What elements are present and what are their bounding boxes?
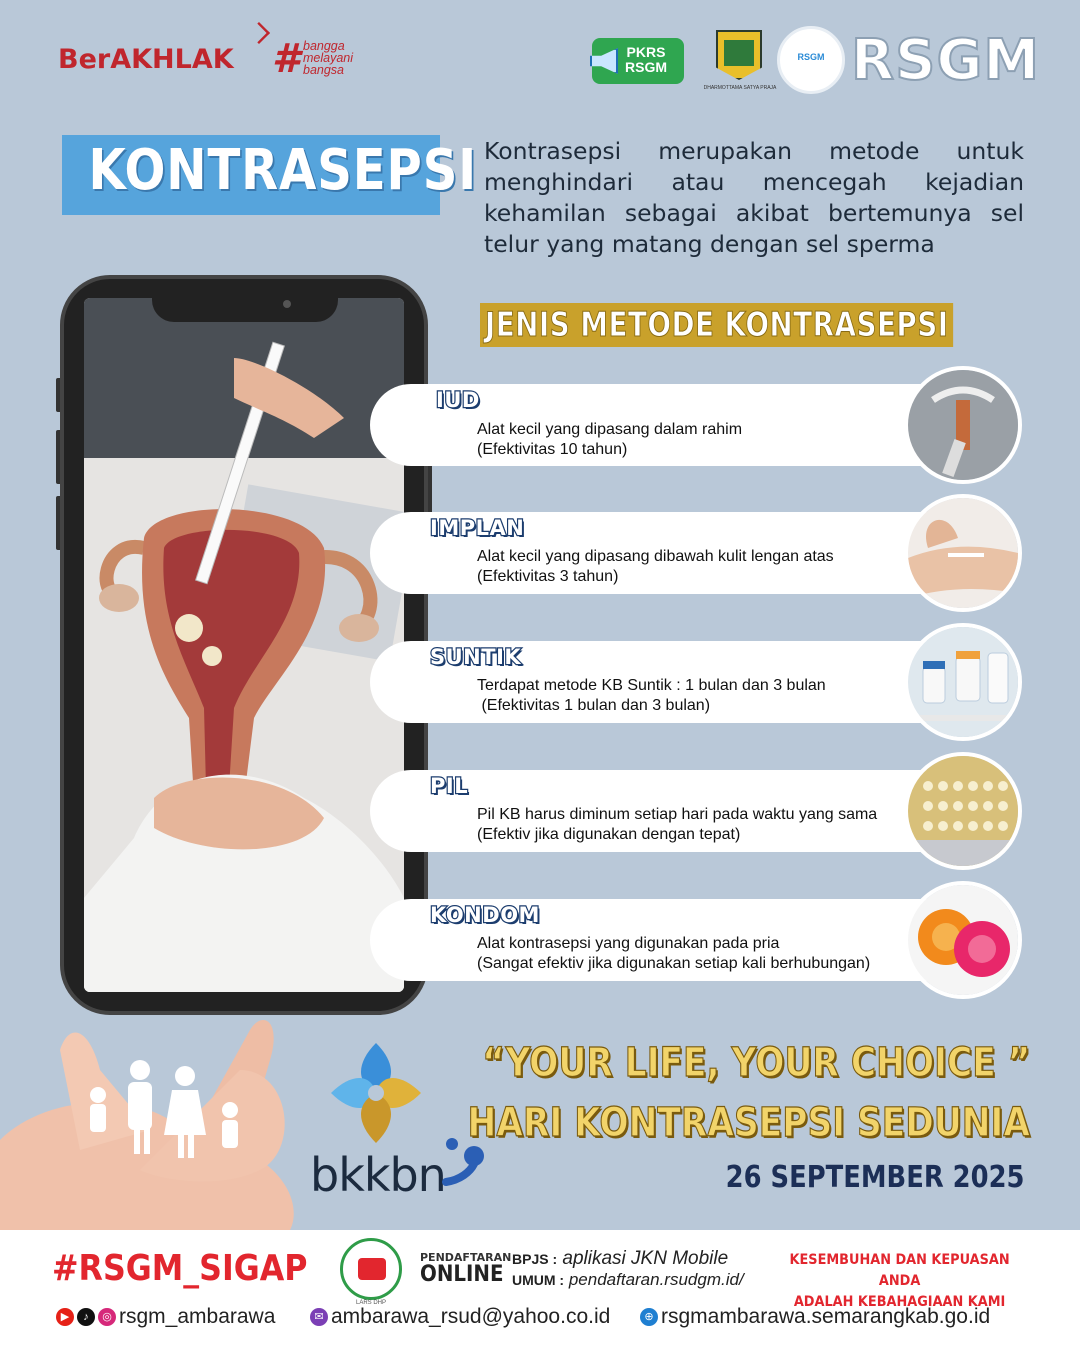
method-desc-line: Alat kecil yang dipasang dalam rahim: [477, 421, 743, 438]
indonesia-map-icon: [358, 1258, 386, 1280]
section-title: JENIS METODE KONTRASEPSI: [480, 303, 953, 347]
iud-image: [904, 366, 1022, 484]
youtube-icon[interactable]: ▶: [56, 1308, 74, 1326]
online-label: ONLINE: [420, 1262, 504, 1287]
bkkbn-flower-logo: [326, 1038, 426, 1148]
pendaftaran-label: PENDAFTARAN: [420, 1251, 512, 1264]
bangga-text: bangga: [303, 39, 345, 53]
melayani-text: melayani: [303, 51, 354, 65]
email-contact: [310, 1305, 610, 1329]
method-name-suntik: SUNTIK: [430, 645, 522, 669]
pkrs-rsgm-logo: PKRS RSGM: [592, 38, 684, 84]
berakhlak-chevron-icon: [248, 22, 270, 44]
tiktok-icon[interactable]: ♪: [77, 1308, 95, 1326]
intro-line: Kontrasepsi merupakan metode untuk: [484, 137, 1024, 165]
page-title: KONTRASEPSI: [88, 138, 478, 203]
berakhlak-logo: BerAKHLAK: [58, 44, 234, 75]
method-name-iud: IUD: [436, 388, 480, 412]
email-address[interactable]: ambarawa_rsud@yahoo.co.id: [331, 1305, 611, 1328]
event-date: 26 SEPTEMBER 2025: [725, 1160, 1024, 1195]
social-media: [56, 1305, 275, 1329]
mail-icon: ✉: [310, 1308, 328, 1326]
motto-line: ADALAH KEBAHAGIAAN KAMI: [793, 1294, 1006, 1310]
umum-link[interactable]: pendaftaran.rsudgm.id/: [568, 1270, 744, 1289]
implant-arm-image: [904, 494, 1022, 612]
hashtag-icon: #: [272, 36, 300, 82]
method-desc-kondom: [477, 934, 870, 974]
bangsa-text: bangsa: [303, 63, 345, 77]
paripurna-label: LARS DHP: [355, 1300, 386, 1306]
instagram-icon[interactable]: ◎: [98, 1308, 116, 1326]
method-name-kondom: KONDOM: [430, 903, 540, 927]
bpjs-label: BPJS :: [512, 1251, 558, 1267]
intro-paragraph: [484, 136, 1024, 260]
method-desc-suntik: [477, 676, 826, 716]
method-desc-line: (Efektivitas 10 tahun): [477, 441, 628, 458]
method-desc-iud: [477, 420, 742, 460]
method-desc-implan: [477, 547, 834, 587]
rsgm-round-logo-text: RSGM: [797, 52, 825, 62]
method-desc-line: Terdapat metode KB Suntik : 1 bulan dan 3 bulan: [477, 677, 826, 694]
vials-syringe-image: [904, 623, 1022, 741]
registration-info: [512, 1248, 744, 1290]
uterus-model-photo: [84, 298, 404, 992]
method-desc-line: (Efektivitas 3 tahun): [477, 568, 619, 585]
method-name-pil: PIL: [430, 774, 469, 798]
intro-line: telur yang matang dengan sel sperma: [484, 230, 935, 258]
slogan-hari-kontrasepsi: HARI KONTRASEPSI SEDUNIA: [467, 1100, 1030, 1146]
pill-pack-image: [904, 752, 1022, 870]
rsgm-sigap-hashtag: #RSGM_SIGAP: [52, 1248, 308, 1289]
website-contact: [640, 1305, 990, 1329]
intro-line: kehamilan sebagai akibat bertemunya sel: [484, 199, 1024, 227]
bangga-melayani-bangsa: [303, 40, 353, 76]
hands-family-illustration: [0, 1010, 320, 1230]
instagram-handle[interactable]: rsgm_ambarawa: [119, 1305, 276, 1328]
method-desc-line: Alat kecil yang dipasang dibawah kulit lengan atas: [477, 548, 834, 565]
bpjs-value: aplikasi JKN Mobile: [562, 1248, 729, 1269]
motto-line: KESEMBUHAN DAN KEPUASAN ANDA: [789, 1252, 1010, 1289]
condom-image: [904, 881, 1022, 999]
method-name-implan: IMPLAN: [430, 516, 525, 540]
umum-label: UMUM :: [512, 1272, 565, 1288]
uterus-model-illustration: [84, 298, 404, 992]
method-desc-line: Alat kontrasepsi yang digunakan pada pria: [477, 935, 780, 952]
method-desc-pil: [477, 805, 877, 845]
slogan-your-life: “YOUR LIFE, YOUR CHOICE ”: [481, 1040, 1030, 1086]
kabupaten-motto: DHARMOTTAMA SATYA PRAJA: [703, 85, 777, 91]
bkkbn-wordmark: bkkbn: [310, 1148, 446, 1202]
method-desc-line: (Sangat efektiv jika digunakan setiap kali berhubungan): [477, 955, 871, 972]
method-desc-line: (Efektiv jika digunakan dengan tepat): [477, 826, 741, 843]
emblem-inner: [724, 40, 754, 66]
website-link[interactable]: rsgmambarawa.semarangkab.go.id: [661, 1305, 991, 1328]
phone-notch: [152, 282, 338, 322]
intro-line: menghindari atau mencegah kejadian: [484, 168, 1024, 196]
phone-camera: [283, 300, 291, 308]
method-desc-line: (Efektivitas 1 bulan dan 3 bulan): [477, 697, 711, 714]
hospital-motto: [780, 1250, 1019, 1313]
method-desc-line: Pil KB harus diminum setiap hari pada waktu yang sama: [477, 806, 878, 823]
globe-icon: ⊕: [640, 1308, 658, 1326]
rsgm-wordmark: RSGM: [851, 28, 1041, 93]
